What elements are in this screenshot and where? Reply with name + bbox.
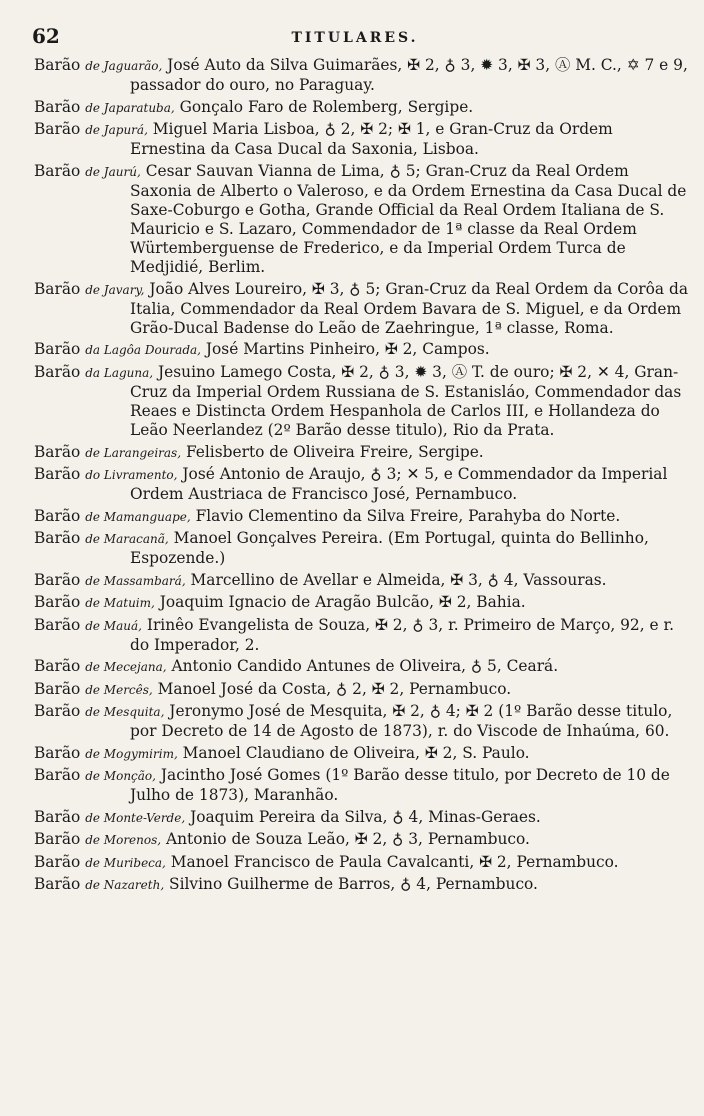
entry-title: Barão — [34, 465, 81, 483]
list-item — [20, 120, 690, 159]
entry-title: Barão — [34, 875, 81, 894]
list-item — [20, 529, 690, 568]
entry-place: de Mesquita, — [85, 705, 165, 720]
list-item — [20, 593, 690, 613]
entry-text: Joaquim Pereira da Silva, ♁ 4, Minas-Geraes. — [190, 807, 541, 826]
list-item — [20, 702, 690, 741]
entry-text: Antonio Candido Antunes de Oliveira, ♁ 5, Ceará. — [171, 657, 559, 676]
page-header — [20, 22, 690, 52]
list-item — [20, 808, 690, 828]
entry-text: Silvino Guilherme de Barros, ♁ 4, Pernambuco. — [169, 875, 538, 894]
entry-title: Barão — [34, 852, 81, 871]
list-item — [20, 443, 690, 463]
entry-title: Barão — [34, 766, 81, 785]
page-number: 62 — [32, 24, 60, 48]
entry-text: Jeronymo José de Mesquita, ✠ 2, ♁ 4; ✠ 2 (1º Barão desse titulo, por Decreto de 14 de Agosto de 1873), r. do Viscode de Inhaúma, 60. — [130, 702, 673, 741]
entry-list — [20, 56, 690, 895]
entry-place: da Laguna, — [85, 365, 154, 380]
entry-text: José Antonio de Araujo, ♁ 3; ✕ 5, e Commendador da Imperial Ordem Austriaca de Francisco José, Pernambuco. — [130, 465, 668, 504]
entry-place: de Mecejana, — [85, 660, 167, 675]
entry-text: Manoel Gonçalves Pereira. (Em Portugal, quinta do Bellinho, Espozende.) — [130, 529, 649, 568]
entry-text: Gonçalo Faro de Rolemberg, Sergipe. — [179, 97, 474, 116]
entry-title: Barão — [34, 702, 81, 721]
running-title: TITULARES. — [291, 30, 419, 46]
entry-text: Manoel Francisco de Paula Cavalcanti, ✠ 2, Pernambuco. — [170, 852, 619, 871]
list-item — [20, 853, 690, 873]
entry-place: de Nazareth, — [85, 878, 165, 893]
entry-title: Barão — [34, 593, 81, 612]
entry-title: Barão — [34, 830, 81, 849]
entry-place: de Muribeca, — [85, 855, 166, 870]
entry-place: da Lagôa Dourada, — [85, 343, 201, 358]
entry-place: de Mercês, — [85, 682, 153, 697]
entry-text: Marcellino de Avellar e Almeida, ✠ 3, ♁ 4, Vassouras. — [190, 570, 607, 589]
list-item — [20, 363, 690, 440]
entry-title: Barão — [34, 120, 81, 139]
entry-place: de Mogymirim, — [85, 746, 178, 761]
entry-title: Barão — [34, 279, 81, 298]
entry-text: Felisberto de Oliveira Freire, Sergipe. — [185, 442, 484, 461]
entry-place: de Monte-Verde, — [85, 810, 186, 825]
entry-place: de Mauá, — [85, 618, 142, 633]
list-item — [20, 340, 690, 360]
entry-text: José Auto da Silva Guimarães, ✠ 2, ♁ 3, ✹ 3, ✠ 3, Ⓐ M. C., ✡ 7 e 9, passador do ouro, no Paraguay. — [130, 56, 688, 95]
entry-title: Barão — [34, 442, 81, 461]
entry-place: de Morenos, — [85, 833, 162, 848]
list-item — [20, 766, 690, 805]
entry-place: de Maracanã, — [85, 532, 169, 547]
entry-text: Manoel Claudiano de Oliveira, ✠ 2, S. Paulo. — [182, 743, 530, 762]
entry-title: Barão — [34, 97, 81, 116]
entry-place: de Monção, — [85, 769, 156, 784]
entry-title: Barão — [34, 570, 81, 589]
list-item — [20, 744, 690, 764]
entry-title: Barão — [34, 56, 81, 74]
entry-title: Barão — [34, 161, 81, 180]
list-item — [20, 280, 690, 338]
entry-title: Barão — [34, 340, 81, 359]
list-item — [20, 657, 690, 677]
list-item — [20, 465, 690, 504]
list-item — [20, 56, 690, 95]
list-item — [20, 571, 690, 591]
entry-text: Irinêo Evangelista de Souza, ✠ 2, ♁ 3, r. Primeiro de Março, 92, e r. do Imperador, 2. — [130, 615, 675, 654]
entry-text: Flavio Clementino da Silva Freire, Parahyba do Norte. — [195, 506, 621, 525]
list-item — [20, 507, 690, 527]
entry-place: de Larangeiras, — [85, 445, 182, 460]
entry-text: João Alves Loureiro, ✠ 3, ♁ 5; Gran-Cruz da Real Ordem da Corôa da Italia, Commendador da Real Ordem Bavara de S. Miguel, e da Ordem Grão-Ducal Badense do Leão de Zaehringue, 1ª classe, Roma. — [130, 279, 689, 337]
list-item — [20, 162, 690, 278]
entry-place: do Livramento, — [85, 468, 178, 482]
entry-text: Jacintho José Gomes (1º Barão desse titulo, por Decreto de 10 de Julho de 1873), Maranhão. — [130, 766, 670, 805]
entry-title: Barão — [34, 657, 81, 676]
list-item — [20, 830, 690, 850]
entry-text: Miguel Maria Lisboa, ♁ 2, ✠ 2; ✠ 1, e Gran-Cruz da Ordem Ernestina da Casa Ducal da Saxonia, Lisboa. — [130, 120, 613, 159]
entry-title: Barão — [34, 506, 81, 525]
entry-title: Barão — [34, 743, 81, 762]
entry-title: Barão — [34, 529, 81, 548]
entry-title: Barão — [34, 615, 81, 634]
entry-place: de Mamanguape, — [85, 509, 191, 524]
entry-place: de Javary, — [85, 282, 145, 297]
list-item — [20, 875, 690, 895]
entry-place: de Japurá, — [85, 123, 148, 138]
entry-text: Cesar Sauvan Vianna de Lima, ♁ 5; Gran-Cruz da Real Ordem Saxonia de Alberto o Valeroso, e da Ordem Ernestina da Casa Ducal de Saxe-Coburgo e Gotha, Grande Official da Real Ordem Italiana de S. Mauricio e S. Lazaro, Commendador de 1ª classe da Real Ordem Würtemberguense de Frederico, e da Imperial Ordem Turca de Medjidié, Berlim. — [130, 161, 687, 277]
entry-place: de Massambará, — [85, 573, 186, 588]
list-item — [20, 616, 690, 655]
entry-title: Barão — [34, 807, 81, 826]
list-item — [20, 98, 690, 118]
entry-text: Antonio de Souza Leão, ✠ 2, ♁ 3, Pernambuco. — [165, 830, 530, 849]
entry-title: Barão — [34, 679, 81, 698]
entry-place: de Jaurú, — [85, 164, 141, 179]
entry-text: Joaquim Ignacio de Aragão Bulcão, ✠ 2, Bahia. — [159, 593, 526, 612]
entry-place: de Matuim, — [85, 596, 155, 611]
list-item — [20, 680, 690, 700]
entry-place: de Jaguarão, — [85, 59, 163, 73]
entry-text: Jesuino Lamego Costa, ✠ 2, ♁ 3, ✹ 3, Ⓐ T. de ouro; ✠ 2, ✕ 4, Gran-Cruz da Imperial Ordem Russiana de S. Estanisláo, Commendador das Reaes e Distincta Ordem Hespanhola de Carlos III, e Hollandeza do Leão Neerlandez (2º Barão desse titulo), Rio da Prata. — [130, 362, 682, 440]
entry-place: de Japaratuba, — [85, 100, 175, 115]
entry-text: Manoel José da Costa, ♁ 2, ✠ 2, Pernambuco. — [157, 679, 512, 698]
entry-text: José Martins Pinheiro, ✠ 2, Campos. — [205, 340, 490, 359]
entry-title: Barão — [34, 362, 81, 381]
